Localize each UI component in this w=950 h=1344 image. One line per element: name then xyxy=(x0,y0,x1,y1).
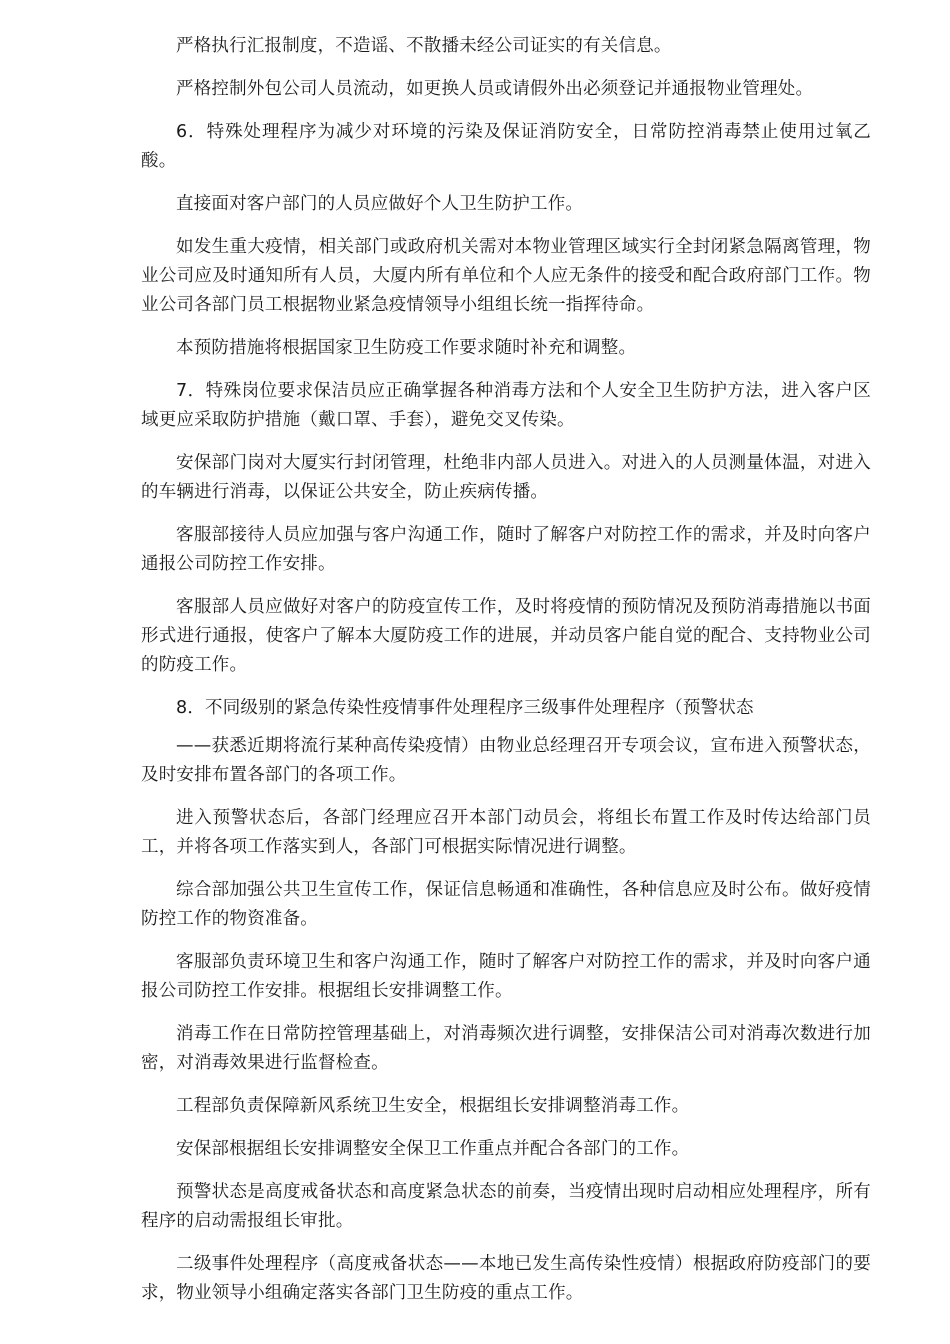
paragraph-section-7: 7．特殊岗位要求保洁员应正确掌握各种消毒方法和个人安全卫生防护方法，进入客户区域更应采取防护措施（戴口罩、手套），避免交叉传染。 xyxy=(141,381,871,430)
paragraph-general-department: 综合部加强公共卫生宣传工作，保证信息畅通和准确性，各种信息应及时公布。做好疫情防控工作的物资准备。 xyxy=(141,880,871,929)
paragraph-level-2-procedure: 二级事件处理程序（高度戒备状态——本地已发生高传染性疫情）根据政府防疫部门的要求，物业领导小组确定落实各部门卫生防疫的重点工作。 xyxy=(141,1254,871,1303)
paragraph-security-closure: 安保部门岗对大厦实行封闭管理，杜绝非内部人员进入。对进入的人员测量体温，对进入的车辆进行消毒，以保证公共安全，防止疾病传播。 xyxy=(141,453,871,502)
paragraph-customer-service-department: 客服部负责环境卫生和客户沟通工作，随时了解客户对防控工作的需求，并及时向客户通报公司防控工作安排。根据组长安排调整工作。 xyxy=(141,952,871,1001)
paragraph-outsourcing-control: 严格控制外包公司人员流动，如更换人员或请假外出必须登记并通报物业管理处。 xyxy=(176,79,814,99)
paragraph-section-6: 6．特殊处理程序为减少对环境的污染及保证消防安全，日常防控消毒禁止使用过氧乙酸。 xyxy=(141,122,871,171)
paragraph-section-8: 8．不同级别的紧急传染性疫情事件处理程序三级事件处理程序（预警状态 xyxy=(176,698,754,718)
paragraph-engineering-department: 工程部负责保障新风系统卫生安全，根据组长安排调整消毒工作。 xyxy=(176,1096,690,1116)
paragraph-personal-protection: 直接面对客户部门的人员应做好个人卫生防护工作。 xyxy=(176,194,584,214)
paragraph-warning-prelude: 预警状态是高度戒备状态和高度紧急状态的前奏，当疫情出现时启动相应处理程序，所有程序的启动需报组长审批。 xyxy=(141,1182,871,1231)
document-body xyxy=(141,32,871,1322)
paragraph-customer-reception: 客服部接待人员应加强与客户沟通工作，随时了解客户对防控工作的需求，并及时向客户通报公司防控工作安排。 xyxy=(141,525,871,574)
paragraph-department-mobilization: 进入预警状态后，各部门经理应召开本部门动员会，将组长布置工作及时传达给部门员工，并将各项工作落实到人，各部门可根据实际情况进行调整。 xyxy=(141,808,871,857)
paragraph-major-epidemic: 如发生重大疫情，相关部门或政府机关需对本物业管理区域实行全封闭紧急隔离管理，物业公司应及时通知所有人员，大厦内所有单位和个人应无条件的接受和配合政府部门工作。物业公司各部门员工根据物业紧急疫情领导小组组长统一指挥待命。 xyxy=(141,237,871,315)
paragraph-measures-update: 本预防措施将根据国家卫生防疫工作要求随时补充和调整。 xyxy=(176,338,637,358)
paragraph-disinfection-work: 消毒工作在日常防控管理基础上，对消毒频次进行调整，安排保洁公司对消毒次数进行加密，对消毒效果进行监督检查。 xyxy=(141,1024,871,1073)
paragraph-security-department: 安保部根据组长安排调整安全保卫工作重点并配合各部门的工作。 xyxy=(176,1139,690,1159)
paragraph-reporting-rule: 严格执行汇报制度，不造谣、不散播未经公司证实的有关信息。 xyxy=(176,36,672,56)
paragraph-customer-publicity: 客服部人员应做好对客户的防疫宣传工作，及时将疫情的预防情况及预防消毒措施以书面形式进行通报，使客户了解本大厦防疫工作的进展，并动员客户能自觉的配合、支持物业公司的防疫工作。 xyxy=(141,597,871,675)
paragraph-warning-state: ——获悉近期将流行某种高传染疫情）由物业总经理召开专项会议，宣布进入预警状态，及时安排布置各部门的各项工作。 xyxy=(141,736,871,785)
